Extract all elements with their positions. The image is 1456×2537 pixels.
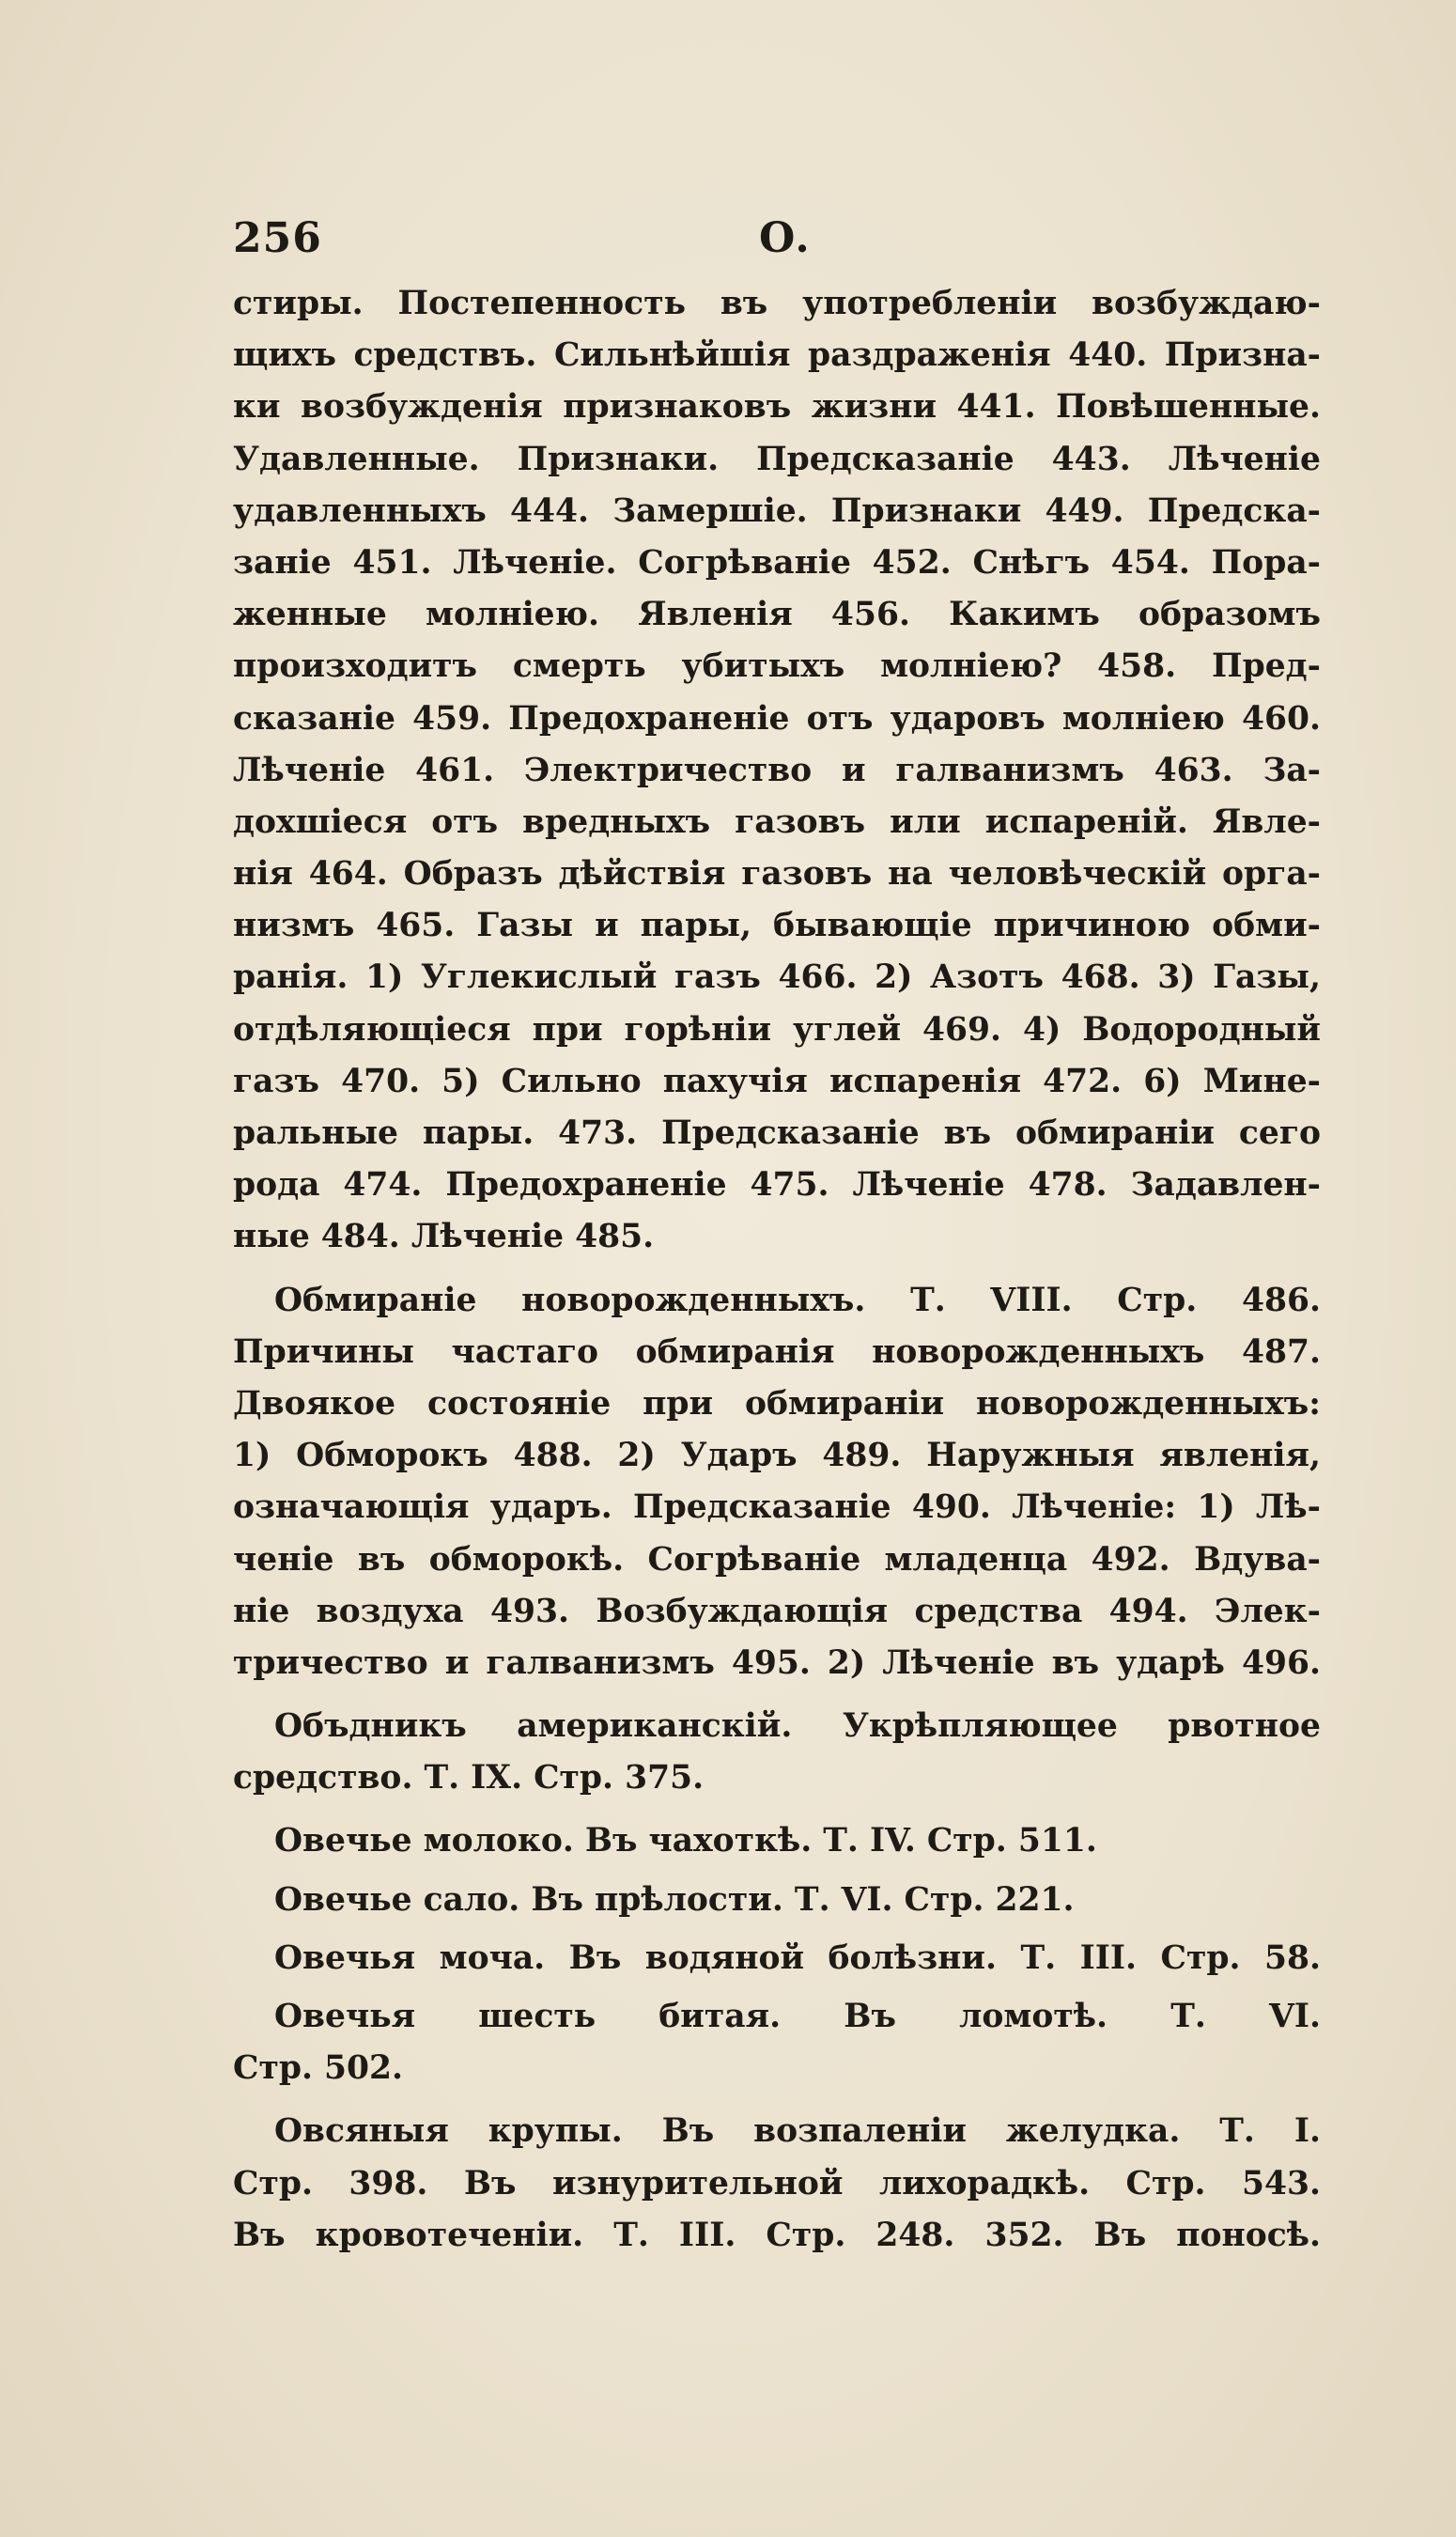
text-line: заніе 451. Лѣченіе. Согрѣваніе 452. Снѣгъ 454. Пора- [233,543,1321,582]
text-line: ранія. 1) Углекислый газъ 466. 2) Азотъ 468. 3) Газы, [233,958,1321,997]
index-entry-heading: Овечья моча. Въ водяной болѣзни. Т. III. Стр. 58. [274,1938,1321,1977]
text-line: Двоякое состояніе при обмираніи новорожденныхъ: [233,1384,1321,1423]
index-entry-heading: Обмираніе новорожденныхъ. Т. VIII. Стр. 486. [274,1281,1321,1319]
text-line: ные 484. Лѣченіе 485. [233,1218,655,1256]
text-line: Стр. 502. [233,2049,404,2088]
text-line: Удавленные. Признаки. Предсказаніе 443. Лѣченіе [233,440,1321,478]
index-entry-heading: Овечье молоко. Въ чахоткѣ. Т. IV. Стр. 511. [274,1822,1097,1860]
text-line: произходитъ смерть убитыхъ молніею? 458. Пред- [233,647,1321,686]
page-header [233,214,1321,271]
text-line: удавленныхъ 444. Замершіе. Признаки 449. Предска- [233,491,1321,530]
text-line: газъ 470. 5) Сильно пахучія испаренія 472. 6) Мине- [233,1062,1321,1100]
text-line: ніе воздуха 493. Возбуждающія средства 494. Элек- [233,1592,1321,1630]
text-line: ральные пары. 473. Предсказаніе въ обмираніи сего [233,1114,1321,1152]
text-line: означающія ударъ. Предсказаніе 490. Лѣченіе: 1) Лѣ- [233,1488,1321,1527]
text-line: 1) Обморокъ 488. 2) Ударъ 489. Наружныя явленія, [233,1437,1321,1475]
text-line: тричество и галванизмъ 495. 2) Лѣченіе въ ударѣ 496. [233,1643,1321,1682]
index-entry-heading: Овечья шесть битая. Въ ломотѣ. Т. VI. [274,1998,1321,2035]
text-line: нія 464. Образъ дѣйствія газовъ на человѣческій орга- [233,855,1321,894]
index-entry-heading: Овечье сало. Въ прѣлости. Т. VI. Стр. 221. [274,1880,1075,1919]
text-line: дохшіеся отъ вредныхъ газовъ или испареній. Явле- [233,802,1321,841]
text-line: рода 474. Предохраненіе 475. Лѣченіе 478. Задавлен- [233,1166,1321,1205]
text-line: ки возбужденія признаковъ жизни 441. Повѣшенные. [233,388,1321,427]
running-head: О. [759,214,810,262]
text-line: средство. Т. IX. Стр. 375. [233,1759,705,1798]
text-line: ченіе въ обморокѣ. Согрѣваніе младенца 492. Вдува- [233,1540,1321,1579]
index-text [233,278,1321,2262]
text-line: отдѣляющіеся при горѣніи углей 469. 4) Водородный [233,1010,1321,1049]
text-line: сказаніе 459. Предохраненіе отъ ударовъ молніею 460. [233,699,1321,738]
text-line: Причины частаго обмиранія новорожденныхъ 487. [233,1332,1321,1371]
text-line: Лѣченіе 461. Электричество и галванизмъ 463. За- [233,751,1321,789]
text-line: щихъ средствъ. Сильнѣйшія раздраженія 440. Призна- [233,336,1321,375]
text-line: низмъ 465. Газы и пары, бывающіе причиною обми- [233,907,1321,945]
page-number: 256 [233,214,322,262]
text-line: Въ кровотеченіи. Т. III. Стр. 248. 352. Въ поносѣ. [233,2216,1321,2254]
text-line: Стр. 398. Въ изнурительной лихорадкѣ. Стр. 543. [233,2164,1321,2202]
text-line: женные молніею. Явленія 456. Какимъ образомъ [233,596,1321,634]
text-line: стиры. Постепенность въ употребленіи возбуждаю- [233,285,1321,322]
index-entry-heading: Объдникъ американскій. Укрѣпляющее рвотное [274,1707,1321,1746]
index-entry-heading: Овсяныя крупы. Въ возпаленіи желудка. Т. I. [274,2112,1321,2151]
